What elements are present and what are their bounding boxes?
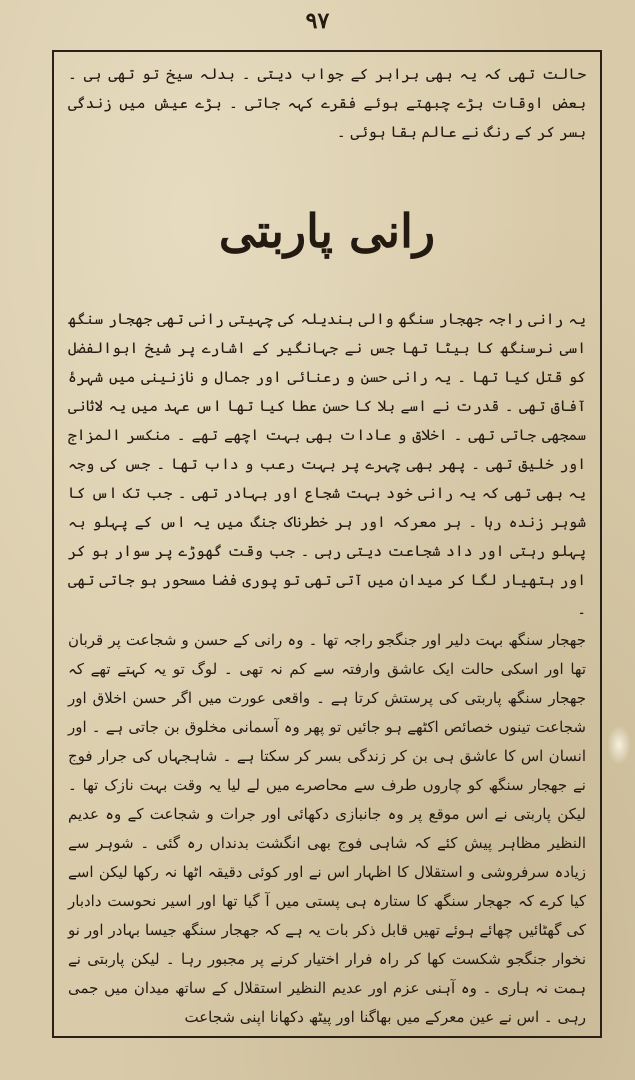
intro-text: حالت تھی کہ یہ بھی برابر کے جواب دیتی ۔ بدلہ سیخ تو تھی ہی ۔ بعض اوقات بڑے چبھتے ہوئے فقرے کہہ جاتی ۔ بڑے عیش میں زندگی بسر کر کے رنگ نے عالم بقا ہوئی ۔ — [68, 65, 586, 141]
page-number: ۹۷ — [305, 8, 330, 34]
text-frame — [52, 50, 602, 1038]
chapter-title: رانی پاربتی — [218, 204, 436, 258]
body-paragraph: جھجار سنگھ بہت دلیر اور جنگجو راجہ تھا ۔ وہ رانی کے حسن و شجاعت پر قربان تھا اور اسکی حالت ایک عاشق وارفتہ سے کم نہ تھی ۔ لوگ تو یہ کہتے تھے کہ جھجار سنگھ پاربتی کی پرستش کرتا ہے ۔ واقعی عورت میں اگر حسن اخلاق اور شجاعت تینوں خصائص اکٹھے ہو جائیں تو پھر وہ آسمانی مخلوق بن جاتی ہے ۔ اور انسان اس کا عاشق ہی بن کر زندگی بسر کر سکتا ہے ۔ شاہجہاں کی جرار فوج نے جھجار سنگھ کو چاروں طرف سے محاصرے میں لے لیا یہ وقت بہت نازک تھا ۔ لیکن پاربتی نے اس موقع پر وہ جانبازی دکھائی اور جرات و شجاعت کے وہ عدیم النظیر مظاہر پیش کئے کہ شاہی فوج بھی انگشت بدنداں رہ گئی ۔ شوہر سے زیادہ سرفروشی و استقلال کا اظہار اس نے اور کوئی دقیقہ اٹھا نہ رکھا لیکن اسے کیا کرے کہ جھجار سنگھ کا ستارہ ہی پستی میں آ گیا تھا اور اسیر نحوست دادبار کی گھٹائیں چھائے ہوئے تھیں قابل ذکر بات یہ ہے کہ جھجار سنگھ جیسا بہادر اور نو نخوار جنگجو شکست کھا کر راہ فرار اختیار کرنے پر مجبور رہا ۔ لیکن پاربتی نے ہمت نہ ہاری ۔ وہ آہنی عزم اور عدیم النظیر استقلال کے ساتھ میدان میں جمی رہی ۔ اس نے عین معرکے میں بھاگنا اور پیٹھ دکھانا اپنی شجاعت — [68, 631, 586, 1026]
paper-stain — [607, 725, 631, 765]
body-paragraph: یہ رانی راجہ جھجار سنگھ والی بندیلہ کی چہیتی رانی تھی جھجار سنگھ اسی نرسنگھ کا بیٹا تھا جس نے جہانگیر کے اشارے پر شیخ ابوالفضل کو قتل کیا تھا ۔ یہ رانی حسن و رعنائی اور جمال و نازنینی میں شہرۂ آفاق تھی ۔ قدرت نے اسے بلا کا حسن عطا کیا تھا اس عہد میں یہ لاثانی سمجھی جاتی تھی ۔ اخلاق و عادات بھی بہت اچھے تھے ۔ منکسر المزاج اور خلیق تھی ۔ پھر بھی چہرے پر بہت رعب و داب تھا ۔ جس کی وجہ یہ بھی تھی کہ یہ رانی خود بہت شجاع اور بہادر تھی ۔ جب تک اس کا شوہر زندہ رہا ۔ ہر معرکہ اور ہر خطرناک جنگ میں یہ اس کے پہلو بہ پہلو رہتی اور داد شجاعت دیتی رہی ۔ جب وقت گھوڑے پر سوار ہو کر اور ہتھیار لگا کر میدان میں آتی تھی تو پوری فضا مسحور ہو جاتی تھی ۔ — [68, 310, 586, 618]
